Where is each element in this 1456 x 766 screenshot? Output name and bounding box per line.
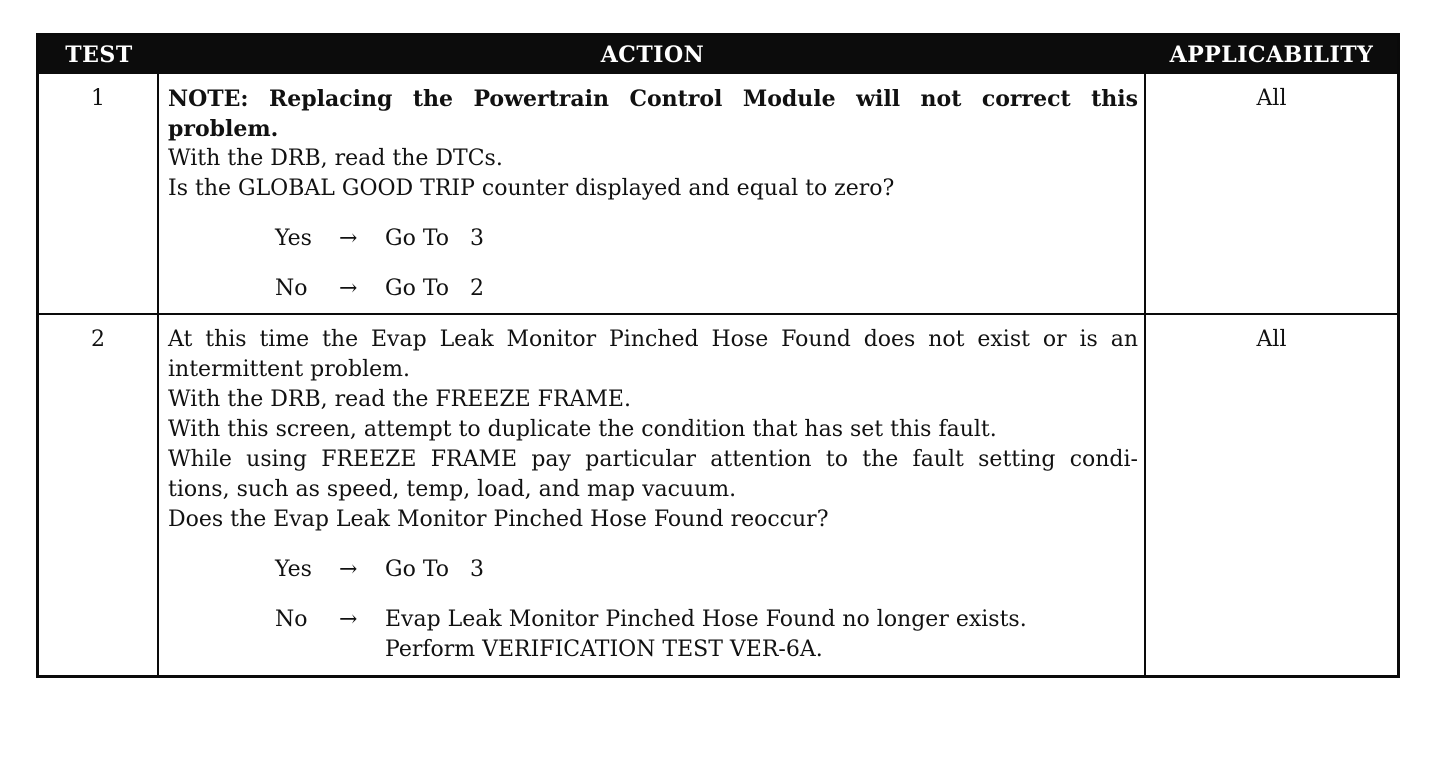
instruction-line: With the DRB, read the DTCs. <box>168 146 503 171</box>
header-test: TEST <box>39 36 159 74</box>
header-applicability: APPLICABILITY <box>1146 36 1397 74</box>
test-number: 1 <box>39 74 159 315</box>
note-text: NOTE: Replacing the Powertrain Control Module will not correct this <box>168 86 1138 112</box>
answer-label: Yes <box>275 226 312 251</box>
instruction-line: With this screen, attempt to duplicate the condition that has set this fault. <box>168 417 997 442</box>
goto-destination: Go To 3 <box>385 226 484 251</box>
outcome-line: Evap Leak Monitor Pinched Hose Found no longer exists. <box>385 607 1027 632</box>
arrow-icon: → <box>339 557 358 582</box>
arrow-icon: → <box>339 607 358 632</box>
header-action: ACTION <box>159 36 1146 74</box>
diagnostic-test-table <box>36 33 1400 678</box>
test-number: 2 <box>39 315 159 675</box>
action-cell <box>159 74 1146 315</box>
answer-label: No <box>275 276 308 301</box>
choice-yes <box>275 224 1138 254</box>
note-text: problem. <box>168 116 279 142</box>
question-line: Is the GLOBAL GOOD TRIP counter displayed and equal to zero? <box>168 176 895 201</box>
goto-destination: Go To 2 <box>385 276 484 301</box>
instruction-line: At this time the Evap Leak Monitor Pinched Hose Found does not exist or is an <box>168 327 1138 352</box>
instruction-line: With the DRB, read the FREEZE FRAME. <box>168 387 631 412</box>
action-cell <box>159 315 1146 675</box>
instruction-line: intermittent problem. <box>168 357 411 382</box>
goto-destination: Go To 3 <box>385 557 484 582</box>
choice-yes <box>275 555 1138 585</box>
applicability-value: All <box>1146 74 1397 315</box>
choice-no <box>275 605 1138 665</box>
applicability-value: All <box>1256 327 1287 352</box>
answer-label: No <box>275 607 308 632</box>
instruction-line: While using FREEZE FRAME pay particular attention to the fault setting condi- <box>168 447 1138 472</box>
arrow-icon: → <box>339 276 358 301</box>
question-line: Does the Evap Leak Monitor Pinched Hose Found reoccur? <box>168 507 829 532</box>
outcome-text <box>385 605 1138 665</box>
arrow-icon: → <box>339 226 358 251</box>
choice-no <box>275 274 1138 304</box>
outcome-line: Perform VERIFICATION TEST VER-6A. <box>385 637 823 662</box>
instruction-line: tions, such as speed, temp, load, and map vacuum. <box>168 477 737 502</box>
answer-label: Yes <box>275 557 312 582</box>
